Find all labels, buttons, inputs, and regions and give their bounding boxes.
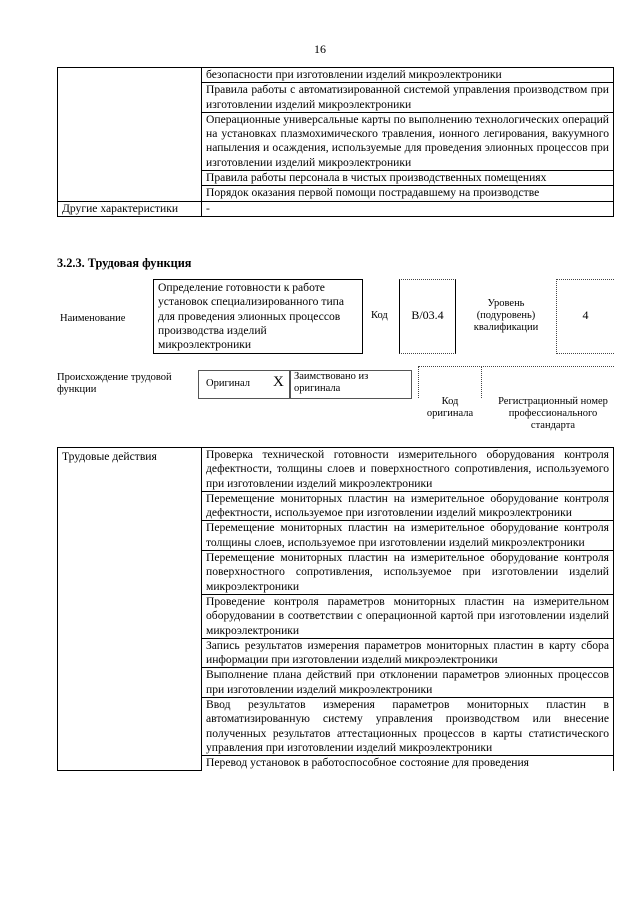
requirements-table-continued (57, 67, 614, 217)
table-cell: Операционные универсальные карты по выполнению технологических операций на установках плазмохимического травления, ионного легирования, вакуумного напыления и осаждения, используемые для проведения элионных процессов при изготовлении изделий микроэлектроники (202, 112, 614, 170)
name-label: Наименование (60, 313, 126, 324)
table-row (58, 448, 614, 492)
table-cell: Выполнение плана действий при отклонении параметров элионных процессов при изготовлении изделий микроэлектроники (202, 668, 614, 698)
original-code-caption: Код оригинала (426, 396, 474, 419)
table-cell: Правила работы с автоматизированной системой управления производством при изготовлении изделий микроэлектроники (202, 83, 614, 113)
table-label-cell-empty (58, 68, 202, 202)
table-cell: Перевод установок в работоспособное состояние для проведения (202, 756, 614, 771)
table-cell: Правила работы персонала в чистых производственных помещениях (202, 171, 614, 186)
table-cell: Проведение контроля параметров мониторных пластин на измерительном оборудовании в соответствии с операционной картой при изготовлении изделий микроэлектроники (202, 594, 614, 638)
function-name-box: Определение готовности к работе установок специализированного типа для проведения элионных процессов производства изделий микроэлектроники (153, 279, 363, 354)
table-row (58, 201, 614, 216)
original-mark: X (273, 374, 284, 390)
table-cell: Перемещение мониторных пластин на измерительное оборудование контроля дефектности, используемое при изготовлении изделий микроэлектроники (202, 491, 614, 521)
function-code-box: B/03.4 (399, 279, 456, 354)
table-cell: Ввод результатов измерения параметров мониторных пластин в автоматизированную систему управления производством или внесение полученных результатов аттестационных процессов в карты статистического управления при изготовлении изделий микроэлектроники (202, 698, 614, 756)
table-cell: Запись результатов измерения параметров мониторных пластин в карту сбора информации при изготовлении изделий микроэлектроники (202, 638, 614, 668)
qualification-level-label: Уровень (подуровень) квалификации (473, 298, 539, 333)
table-row (58, 68, 614, 83)
section-title: 3.2.3. Трудовая функция (57, 256, 192, 270)
table-cell: Перемещение мониторных пластин на измерительное оборудование контроля толщины слоев, используемое при изготовлении изделий микроэлектроники (202, 521, 614, 551)
labor-actions-table (57, 447, 614, 771)
labor-actions-label: Трудовые действия (58, 448, 202, 771)
other-characteristics-label: Другие характеристики (58, 201, 202, 216)
borrowed-label: Заимствовано из оригинала (294, 371, 369, 394)
original-label: Оригинал (206, 378, 250, 389)
qualification-level-box: 4 (556, 279, 614, 354)
original-code-cell (418, 366, 482, 398)
code-label: Код (371, 310, 388, 321)
page-number: 16 (314, 42, 326, 56)
origin-label: Происхождение трудовой функции (57, 372, 172, 395)
table-cell: Проверка технической готовности измерительного оборудования контроля дефектности, толщины слоев и поверхностного сопротивления, используемого при изготовлении изделий микроэлектроники (202, 448, 614, 492)
table-cell: Перемещение мониторных пластин на измерительное оборудование контроля поверхностного сопротивления, используемое при изготовлении изделий микроэлектроники (202, 551, 614, 595)
table-cell: Порядок оказания первой помощи пострадавшему на производстве (202, 186, 614, 201)
other-characteristics-value: - (202, 201, 614, 216)
registration-number-caption: Регистрационный номер профессионального стандарта (498, 396, 608, 431)
table-cell: безопасности при изготовлении изделий микроэлектроники (202, 68, 614, 83)
